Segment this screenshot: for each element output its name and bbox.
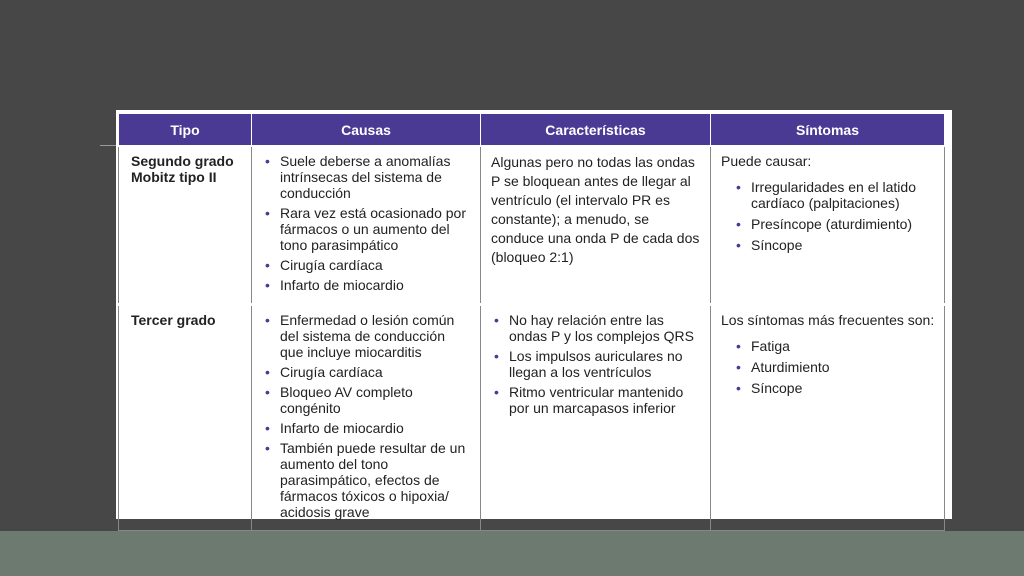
tipo-line: Tercer grado xyxy=(131,312,216,328)
av-block-table xyxy=(118,113,945,531)
list-item: • Los impulsos auriculares no llegan a los ventrículos xyxy=(509,348,702,380)
tipo-line: Segundo grado xyxy=(131,153,234,169)
table-row xyxy=(119,305,945,531)
table-header-row xyxy=(119,114,945,147)
list-item: • Fatiga xyxy=(751,338,936,354)
sintomas-intro: Puede causar: xyxy=(721,153,812,169)
list-item: • Infarto de miocardio xyxy=(280,420,472,436)
list-item: • No hay relación entre las ondas P y los complejos QRS xyxy=(509,312,702,344)
header-causas: Causas xyxy=(252,114,481,147)
list-item: • Presíncope (aturdimiento) xyxy=(751,216,936,232)
caracteristicas-text: Algunas pero no todas las ondas P se bloquean antes de llegar al ventrículo (el intervalo PR es constante); a menudo, se conduce una onda P de cada dos (bloqueo 2:1) xyxy=(491,154,700,265)
list-item: • Síncope xyxy=(751,380,936,396)
list-item: • Aturdimiento xyxy=(751,359,936,375)
caracteristicas-cell xyxy=(481,146,711,305)
tipo-line: Mobitz tipo II xyxy=(131,169,217,185)
sintomas-cell xyxy=(711,305,945,531)
list-item: • Rara vez está ocasionado por fármacos o un aumento del tono parasimpático xyxy=(280,205,472,253)
list-item: • Enfermedad o lesión común del sistema de conducción que incluye miocarditis xyxy=(280,312,472,360)
tipo-cell xyxy=(119,146,252,305)
table-row xyxy=(119,146,945,305)
tipo-cell xyxy=(119,305,252,531)
list-item: • Irregularidades en el latido cardíaco (palpitaciones) xyxy=(751,179,936,211)
av-block-table-image xyxy=(116,110,952,519)
list-item: • Ritmo ventricular mantenido por un marcapasos inferior xyxy=(509,384,702,416)
list-item: • Bloqueo AV completo congénito xyxy=(280,384,472,416)
header-tipo: Tipo xyxy=(119,114,252,147)
list-item: • Cirugía cardíaca xyxy=(280,257,472,273)
list-item: • Infarto de miocardio xyxy=(280,277,472,293)
header-caracteristicas: Características xyxy=(481,114,711,147)
header-sintomas: Síntomas xyxy=(711,114,945,147)
list-item: • Cirugía cardíaca xyxy=(280,364,472,380)
footer-bar xyxy=(0,531,1024,576)
sintomas-cell xyxy=(711,146,945,305)
causas-cell xyxy=(252,305,481,531)
causas-cell xyxy=(252,146,481,305)
caracteristicas-cell xyxy=(481,305,711,531)
list-item: • Suele deberse a anomalías intrínsecas del sistema de conducción xyxy=(280,153,472,201)
list-item: • Síncope xyxy=(751,237,936,253)
list-item: • También puede resultar de un aumento del tono parasimpático, efectos de fármacos tóxicos o hipoxia/ acidosis grave xyxy=(280,440,472,520)
sintomas-intro: Los síntomas más frecuentes son: xyxy=(721,312,935,328)
